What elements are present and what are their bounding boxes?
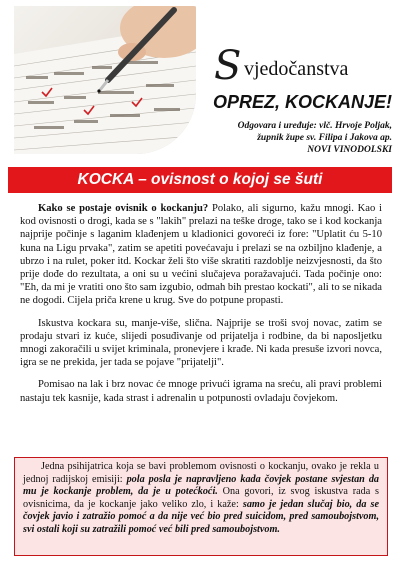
quote-text: Ona govori, iz svog iskustva rada s ovisnicima, da je kockanje jako veliko zlo, i kaže:: [23, 486, 380, 510]
quote-box: [14, 457, 388, 556]
paragraph-lead-question: Kako se postaje ovisnik o kockanju?: [38, 203, 209, 214]
quote-paragraph: [23, 461, 379, 537]
article-body: [20, 202, 382, 414]
headline-banner: KOCKA – ovisnost o kojoj se šuti: [8, 167, 392, 193]
editor-info: [200, 120, 392, 156]
article-paragraph: [20, 202, 382, 308]
masthead-name: vjedočanstva: [244, 58, 349, 80]
masthead-title: OPREZ, KOCKANJE!: [212, 92, 392, 112]
editor-line: župnik župe sv. Filipa i Jakova ap.: [257, 133, 392, 143]
quote-emphasis: samo je jedan slučaj bio, da se čovjek javio i zatražio pomoć a da nije već bio pred suicidom, pred samoubojstvom, svi ostali koji su zatražili pomoć već bili pred samoubojstvom.: [23, 498, 380, 535]
quote-emphasis: pola posla je napravljeno kada čovjek postane svjestan da mu je kockanje problem, da je u potećkoći.: [23, 473, 380, 498]
editor-line: NOVI VINODOLSKI: [307, 145, 392, 155]
article-paragraph: Iskustva kockara su, manje-više, slična. Najprije se troši svoj novac, zatim se prodaju stvari iz kuće, slijedi posuđivanje od prijatelja i rodbine, da bi naposljetku mnogi zakoračili u svijet kriminala, pronevjere i krađe. Ni kada presuše izvori novca, igra se ne prekida, jer tada se pojave "prijatelji".: [20, 317, 382, 369]
article-paragraph: Pomisao na lak i brz novac će mnoge privući igrama na sreću, ali pravi problemi nastaju tek kasnije, kada strast i adrenalin u potpunosti ovladaju čovjekom.: [20, 379, 382, 404]
paragraph-text: Polako, ali sigurno, kažu mnogi. Kao i kod ovisnosti o drogi, kada se s "lakih" prelazi na teške droge, tako se i kod kockanja najprije počinje s laganim klađenjem u kladionici govoreći iz fore: "Uplatit ću 5-10 kuna na Ligu prvaka", zatim se apetiti povećavaju i prelazi se na ozbiljno klađenje, a ubrzo i na rulet, poker itd. Kockar želi što više skratiti razdoblje neizvjesnosti, da što prije dođe do rezultata, a oni su u većini slučajeva poražavajući. Tada počinje ono: "Eh, da mi je vratiti ono što sam izgubio, odmah bih prestao kockati", ali to se nikada ne dogodi. Cijela priča krene u krug. Sve do potpune propasti.: [20, 203, 383, 307]
quote-text: Jedna psihijatrica koja se bavi problemom ovisnosti o kockanju, ovako je rekla u jednoj radijskoj emisiji:: [23, 461, 379, 485]
masthead-initial: S: [214, 43, 242, 89]
editor-line: Odgovara i uređuje: vlč. Hrvoje Poljak,: [237, 121, 392, 131]
header-photo-betting-slip: [14, 6, 196, 154]
